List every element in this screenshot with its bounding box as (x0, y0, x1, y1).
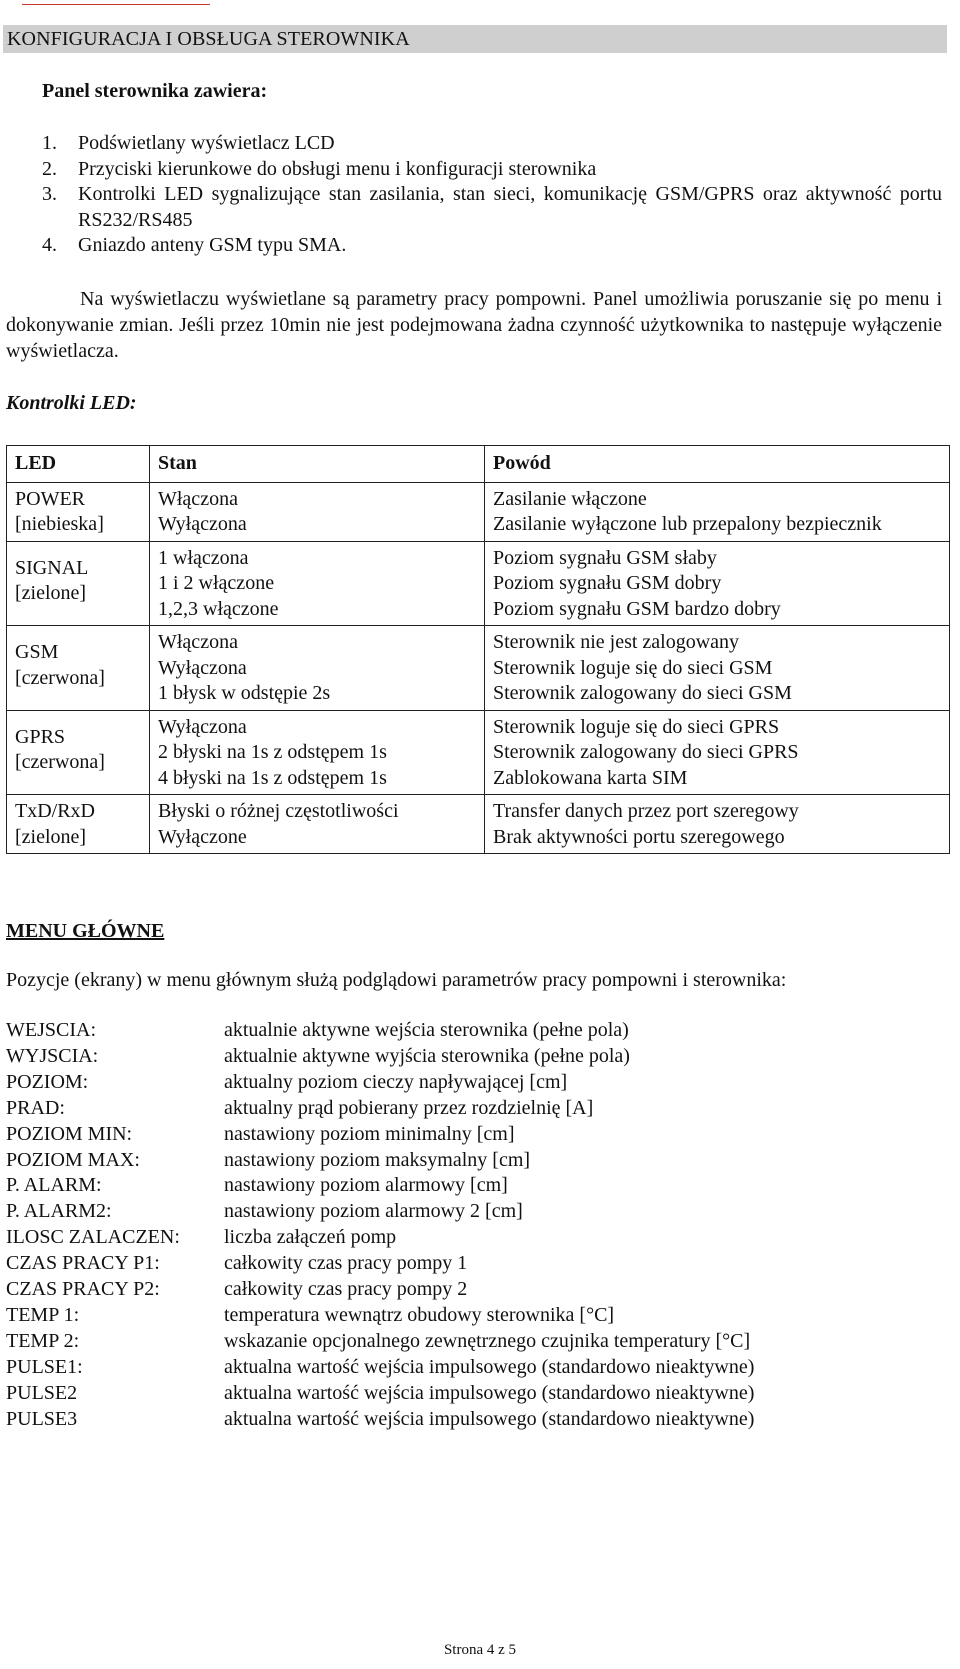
led-cell (7, 541, 150, 626)
list-item (6, 1199, 754, 1225)
reason-line: Zasilanie włączone (493, 487, 647, 510)
led-color: [zielone] (15, 582, 87, 604)
reason-cell (485, 710, 950, 795)
list-number: 1. (42, 132, 57, 154)
list-item (6, 1381, 754, 1407)
menu-parameter-list (6, 1018, 754, 1433)
list-item (42, 233, 942, 259)
state-line: Wyłączona (158, 715, 247, 738)
param-description: nastawiony poziom alarmowy 2 [cm] (224, 1200, 523, 1223)
led-table (6, 445, 950, 854)
list-item (6, 1407, 754, 1433)
state-line: 1 błysk w odstępie 2s (158, 682, 331, 704)
list-item (6, 1173, 754, 1199)
reason-line: Poziom sygnału GSM słaby (493, 546, 717, 569)
state-line: 4 błyski na 1s z odstępem 1s (158, 766, 387, 789)
led-color: [zielone] (15, 825, 87, 848)
list-item (6, 1122, 754, 1148)
reason-line: Sterownik nie jest zalogowany (493, 631, 740, 653)
led-cell (7, 482, 150, 541)
table-header-row (7, 446, 950, 483)
param-name: PULSE2 (6, 1381, 78, 1404)
reason-line: Brak aktywności portu szeregowego (493, 825, 785, 848)
param-name: POZIOM MAX: (6, 1148, 140, 1171)
list-item (42, 157, 942, 183)
param-name: TEMP 1: (6, 1303, 80, 1326)
column-header-powod: Powód (485, 446, 950, 483)
reason-line: Zasilanie wyłączone lub przepalony bezpiecznik (493, 513, 882, 535)
param-name: WEJSCIA: (6, 1019, 96, 1041)
param-name: P. ALARM: (6, 1174, 102, 1197)
list-number: 2. (42, 157, 57, 180)
reason-line: Poziom sygnału GSM dobry (493, 572, 722, 594)
param-description: aktualna wartość wejścia impulsowego (standardowo nieaktywne) (224, 1381, 755, 1404)
led-color: [niebieska] (15, 513, 104, 535)
menu-heading: MENU GŁÓWNE (6, 920, 165, 942)
state-line: 2 błyski na 1s z odstępem 1s (158, 741, 387, 763)
list-item (42, 131, 942, 157)
state-cell (150, 482, 485, 541)
reason-line: Sterownik loguje się do sieci GSM (493, 656, 773, 679)
header-rule (22, 4, 210, 5)
state-line: Wyłączona (158, 513, 247, 535)
list-number: 4. (42, 234, 57, 256)
param-name: CZAS PRACY P1: (6, 1252, 160, 1275)
param-description: aktualnie aktywne wejścia sterownika (pełne pola) (224, 1019, 629, 1041)
column-header-stan: Stan (150, 446, 485, 483)
reason-cell (485, 541, 950, 626)
feature-list (42, 131, 942, 259)
state-cell (150, 541, 485, 626)
led-cell (7, 710, 150, 795)
state-line: Błyski o różnej częstotliwości (158, 800, 399, 822)
list-item (6, 1096, 754, 1122)
list-item (6, 1148, 754, 1174)
state-cell (150, 710, 485, 795)
param-description: aktualna wartość wejścia impulsowego (standardowo nieaktywne) (224, 1407, 755, 1430)
reason-line: Sterownik zalogowany do sieci GSM (493, 682, 792, 704)
param-description: całkowity czas pracy pompy 1 (224, 1252, 468, 1275)
param-name: ILOSC ZALACZEN: (6, 1226, 180, 1249)
param-name: P. ALARM2: (6, 1200, 112, 1223)
param-name: PULSE1: (6, 1355, 83, 1378)
led-name: GSM (15, 641, 59, 663)
param-description: aktualnie aktywne wyjścia sterownika (pełne pola) (224, 1044, 630, 1067)
reason-line: Poziom sygnału GSM bardzo dobry (493, 597, 781, 620)
state-line: Włączona (158, 631, 238, 653)
state-cell (150, 795, 485, 854)
list-item (6, 1303, 754, 1329)
state-line: 1,2,3 włączone (158, 597, 279, 620)
column-header-led: LED (7, 446, 150, 483)
table-row (7, 710, 950, 795)
reason-cell (485, 626, 950, 711)
param-name: WYJSCIA: (6, 1044, 99, 1067)
reason-line: Sterownik loguje się do sieci GPRS (493, 715, 780, 738)
list-text: Gniazdo anteny GSM typu SMA. (78, 234, 347, 256)
led-color: [czerwona] (15, 666, 105, 689)
list-text: Kontrolki LED sygnalizujące stan zasilania, stan sieci, komunikację GSM/GPRS oraz aktywność portu RS232/RS485 (78, 183, 942, 231)
led-name: TxD/RxD (15, 800, 95, 822)
led-heading: Kontrolki LED: (6, 392, 137, 414)
led-name: GPRS (15, 725, 66, 748)
led-cell (7, 626, 150, 711)
led-name: SIGNAL (15, 556, 89, 579)
state-line: 1 włączona (158, 546, 249, 569)
menu-intro: Pozycje (ekrany) w menu głównym służą podglądowi parametrów pracy pompowni i sterownika: (6, 969, 787, 991)
param-description: aktualny prąd pobierany przez rozdzielnię [A] (224, 1096, 594, 1119)
intro-paragraph: Na wyświetlaczu wyświetlane są parametry pracy pompowni. Panel umożliwia poruszanie się po menu i dokonywanie zmian. Jeśli przez 10min nie jest podejmowana żadna czynność użytkownika to następuje wyłączenie wyświetlacza. (6, 288, 942, 362)
list-item (42, 182, 942, 233)
reason-line: Zablokowana karta SIM (493, 766, 688, 789)
list-number: 3. (42, 183, 57, 205)
param-name: CZAS PRACY P2: (6, 1278, 160, 1301)
list-item (6, 1329, 754, 1355)
list-item (6, 1277, 754, 1303)
state-line: Włączona (158, 487, 238, 510)
param-description: nastawiony poziom alarmowy [cm] (224, 1174, 508, 1197)
reason-cell (485, 795, 950, 854)
param-description: całkowity czas pracy pompy 2 (224, 1278, 468, 1301)
param-description: nastawiony poziom minimalny [cm] (224, 1122, 515, 1145)
state-line: Wyłączona (158, 656, 247, 679)
list-item (6, 1070, 754, 1096)
reason-line: Sterownik zalogowany do sieci GPRS (493, 741, 799, 763)
list-item (6, 1355, 754, 1381)
param-name: TEMP 2: (6, 1329, 80, 1352)
reason-cell (485, 482, 950, 541)
param-name: PRAD: (6, 1096, 65, 1119)
table-row (7, 482, 950, 541)
param-name: POZIOM: (6, 1070, 89, 1093)
state-line: Wyłączone (158, 825, 247, 848)
list-item (6, 1044, 754, 1070)
list-text: Podświetlany wyświetlacz LCD (78, 132, 335, 154)
param-name: POZIOM MIN: (6, 1122, 133, 1145)
param-name: PULSE3 (6, 1407, 78, 1430)
page-number: Strona 4 z 5 (443, 1642, 517, 1658)
state-cell (150, 626, 485, 711)
param-description: liczba załączeń pomp (224, 1226, 397, 1249)
param-description: wskazanie opcjonalnego zewnętrznego czujnika temperatury [°C] (224, 1329, 751, 1352)
led-name: POWER (15, 487, 85, 510)
table-row (7, 541, 950, 626)
panel-heading: Panel sterownika zawiera: (42, 80, 268, 102)
param-description: aktualny poziom cieczy napływającej [cm] (224, 1070, 568, 1093)
reason-line: Transfer danych przez port szeregowy (493, 800, 799, 822)
table-row (7, 626, 950, 711)
list-item (6, 1225, 754, 1251)
state-line: 1 i 2 włączone (158, 572, 275, 594)
list-item (6, 1018, 754, 1044)
param-description: temperatura wewnątrz obudowy sterownika [°C] (224, 1303, 615, 1326)
section-title: KONFIGURACJA I OBSŁUGA STEROWNIKA (3, 25, 947, 53)
list-item (6, 1251, 754, 1277)
led-cell (7, 795, 150, 854)
param-description: aktualna wartość wejścia impulsowego (standardowo nieaktywne) (224, 1355, 755, 1378)
param-description: nastawiony poziom maksymalny [cm] (224, 1148, 531, 1171)
list-text: Przyciski kierunkowe do obsługi menu i konfiguracji sterownika (78, 157, 597, 180)
table-row (7, 795, 950, 854)
led-color: [czerwona] (15, 751, 105, 773)
